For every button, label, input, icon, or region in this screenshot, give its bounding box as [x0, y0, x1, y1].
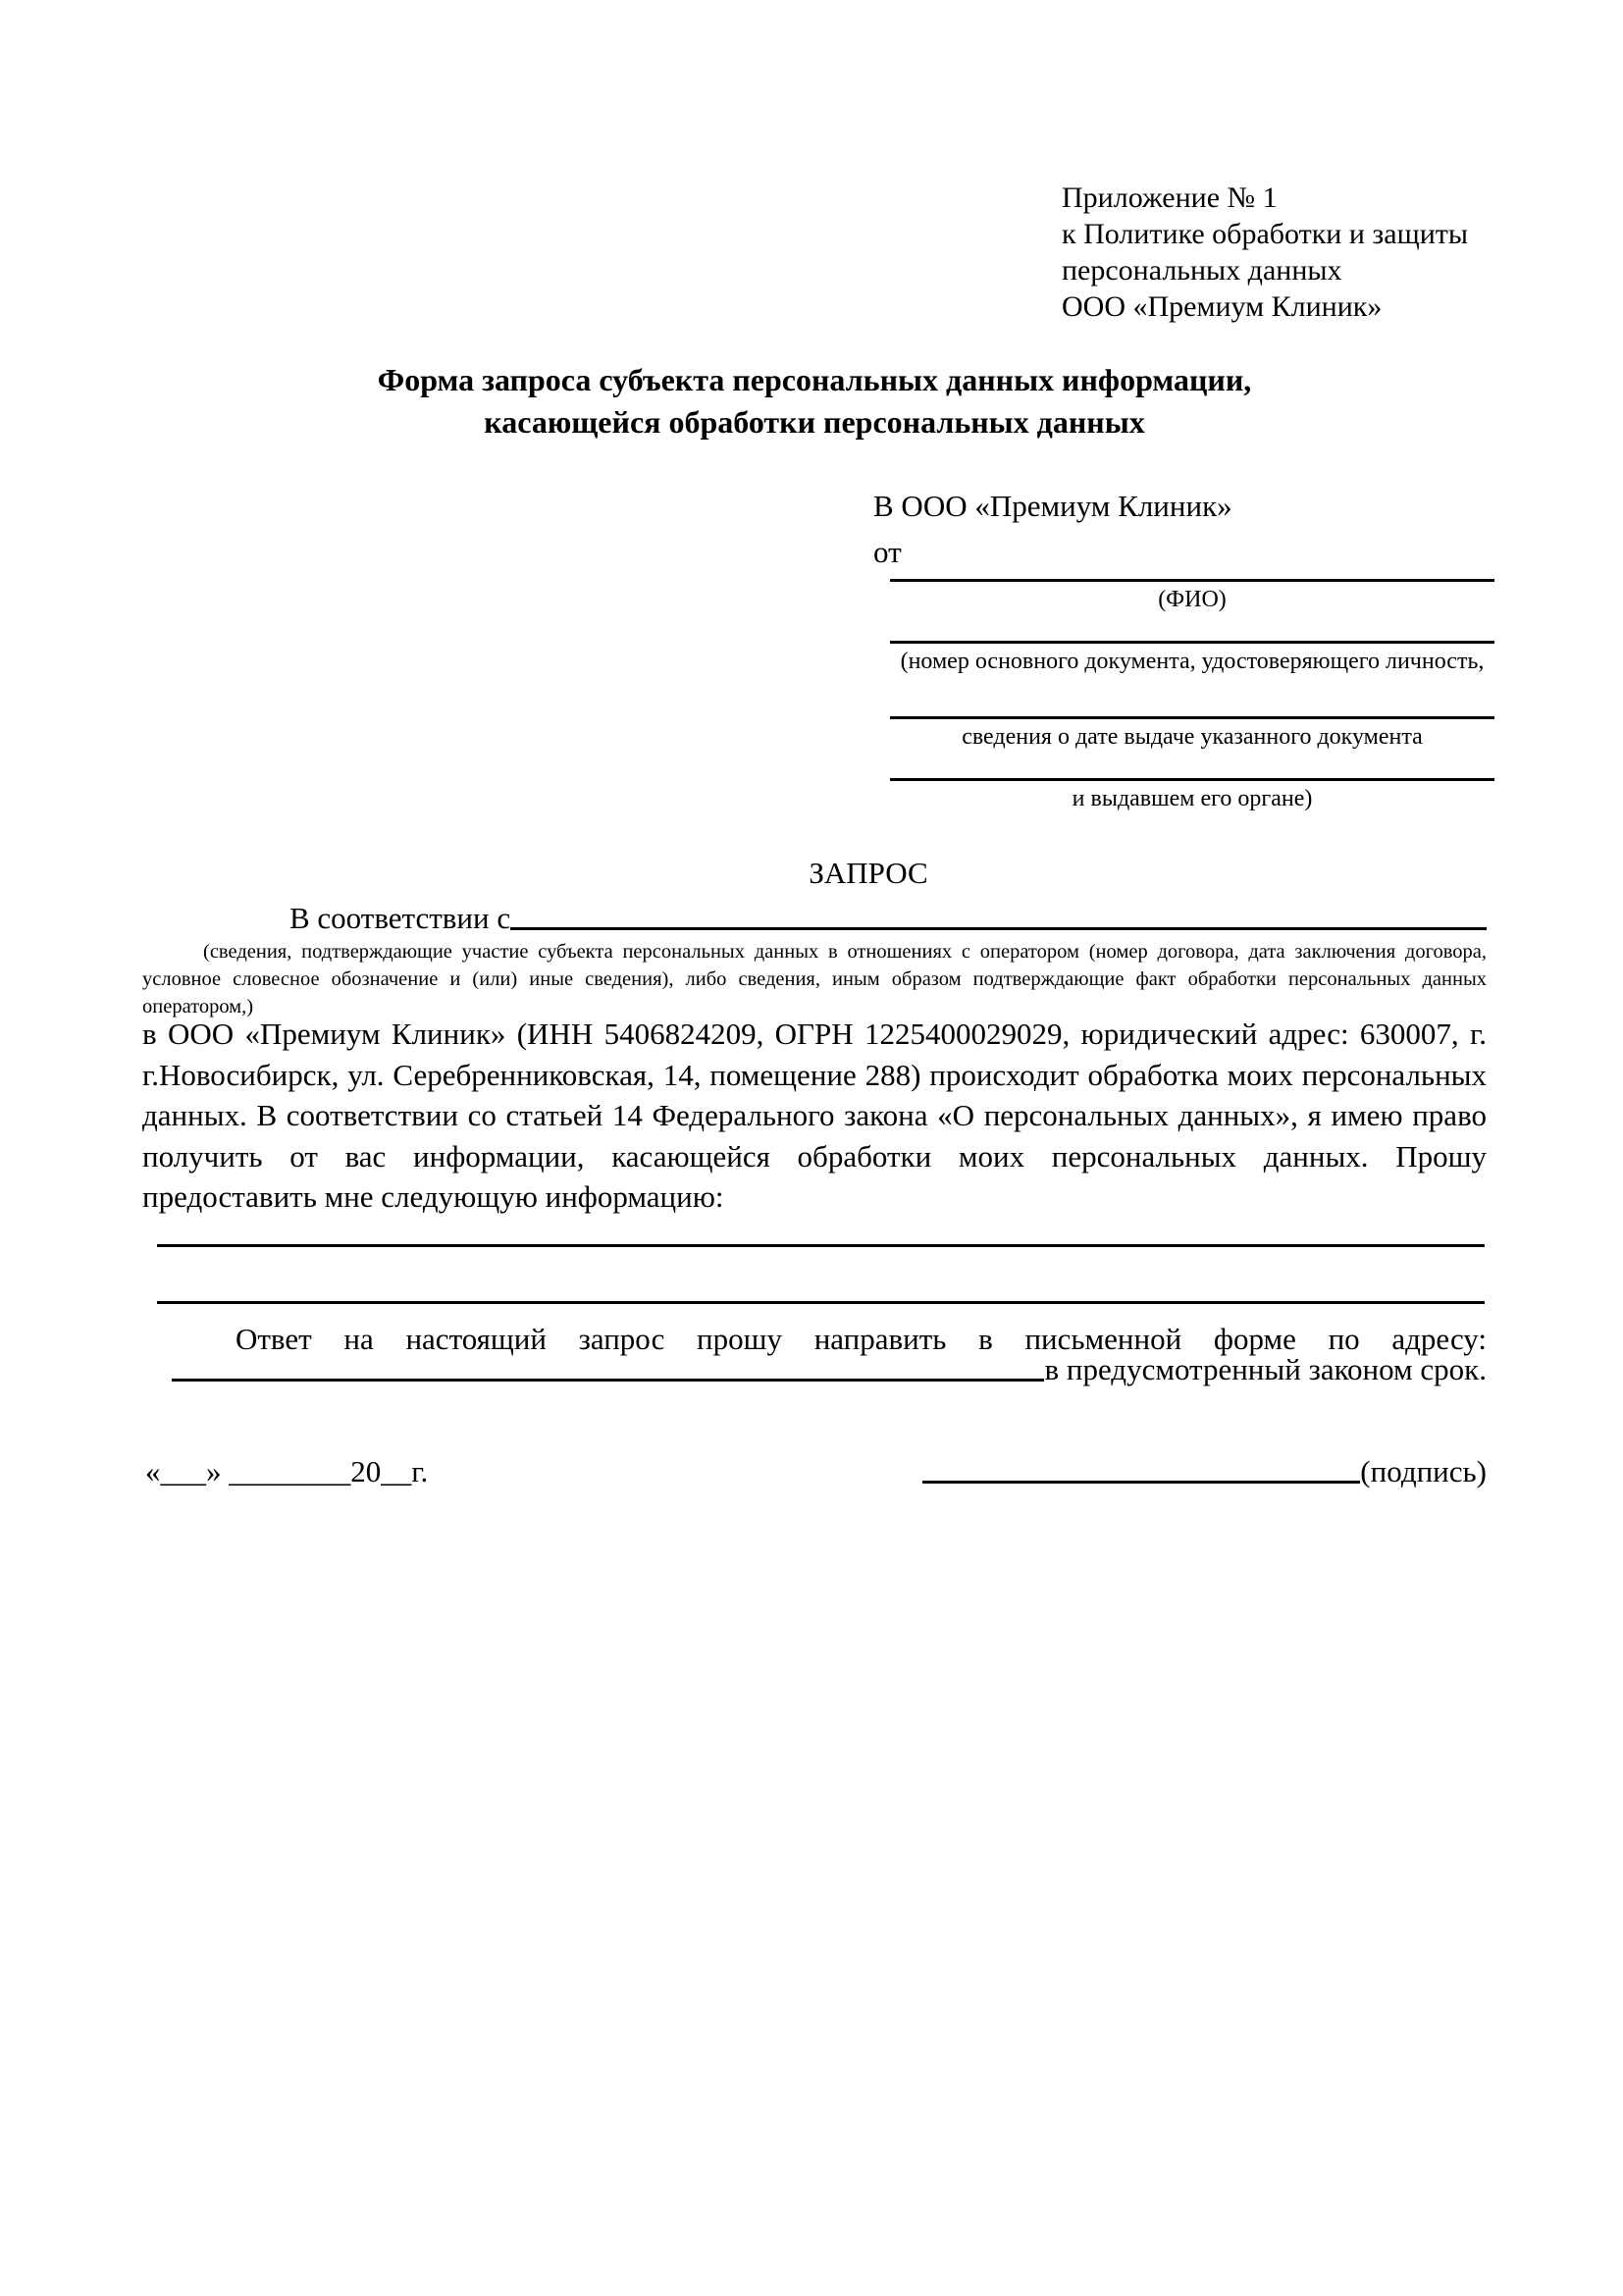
fill-line-fio	[890, 579, 1494, 582]
fill-line-issuing-authority	[890, 778, 1494, 781]
fill-line-address	[172, 1379, 1044, 1382]
date-blank: «___» ________20__г.	[145, 1454, 429, 1488]
document-title	[142, 359, 1487, 444]
reply-address-row	[142, 1352, 1487, 1387]
fill-line-signature	[922, 1481, 1360, 1484]
fill-line-document-number	[890, 641, 1494, 644]
accordance-label: В соответствии с	[289, 901, 511, 935]
appendix-header-line-1: Приложение № 1	[1062, 182, 1278, 214]
fill-line-issue-date	[890, 716, 1494, 719]
appendix-header	[1062, 180, 1513, 325]
request-heading: ЗАПРОС	[809, 856, 928, 890]
signature-row	[145, 1454, 1487, 1489]
fill-line-information-1	[157, 1244, 1485, 1247]
fio-caption: (ФИО)	[1158, 587, 1227, 612]
appendix-header-line-2: к Политике обработки и защиты	[1062, 218, 1469, 250]
request-body-paragraph: в ООО «Премиум Клиник» (ИНН 5406824209, ОГРН 1225400029029, юридический адрес: 630007, г. г.Новосибирск, ул. Серебренниковская, 14, помещение 288) происходит обработка моих персональных данных. В соответствии со статьей 14 Федерального закона «О персональных данных», я имею право получить от вас информации, касающейся обработки моих персональных данных. Прошу предоставить мне следующую информацию:	[142, 1017, 1487, 1214]
issuing-authority-caption: и выдавшем его органе)	[1072, 786, 1313, 811]
reply-tail-text: в предусмотренный законом срок.	[1044, 1352, 1487, 1386]
addressee-from-label: от	[873, 535, 902, 569]
addressee-organization: В ООО «Премиум Клиник»	[873, 489, 1232, 523]
appendix-header-line-3: персональных данных	[1062, 254, 1342, 287]
document-title-line-1: Форма запроса субъекта персональных данных информации,	[377, 362, 1252, 397]
fine-print-note: (сведения, подтверждающие участие субъекта персональных данных в отношениях с оператором (номер договора, дата заключения договора, условное словесное обозначение и (или) иные сведения), либо сведения, иным образом подтверждающие факт обработки персональных данных оператором,)	[142, 941, 1487, 1018]
signature-group	[922, 1454, 1487, 1489]
accordance-row	[142, 901, 1487, 936]
document-title-line-2: касающейся обработки персональных данных	[484, 404, 1145, 440]
fill-line-information-2	[157, 1301, 1485, 1304]
fill-line-accordance	[510, 927, 1487, 930]
issue-date-caption: сведения о дате выдаче указанного документа	[962, 724, 1423, 750]
signature-caption: (подпись)	[1360, 1454, 1487, 1488]
reply-paragraph: Ответ на настоящий запрос прошу направить в письменной форме по адресу:	[236, 1322, 1487, 1356]
document-number-caption: (номер основного документа, удостоверяющего личность,	[900, 649, 1485, 674]
appendix-header-line-4: ООО «Премиум Клиник»	[1062, 290, 1383, 323]
